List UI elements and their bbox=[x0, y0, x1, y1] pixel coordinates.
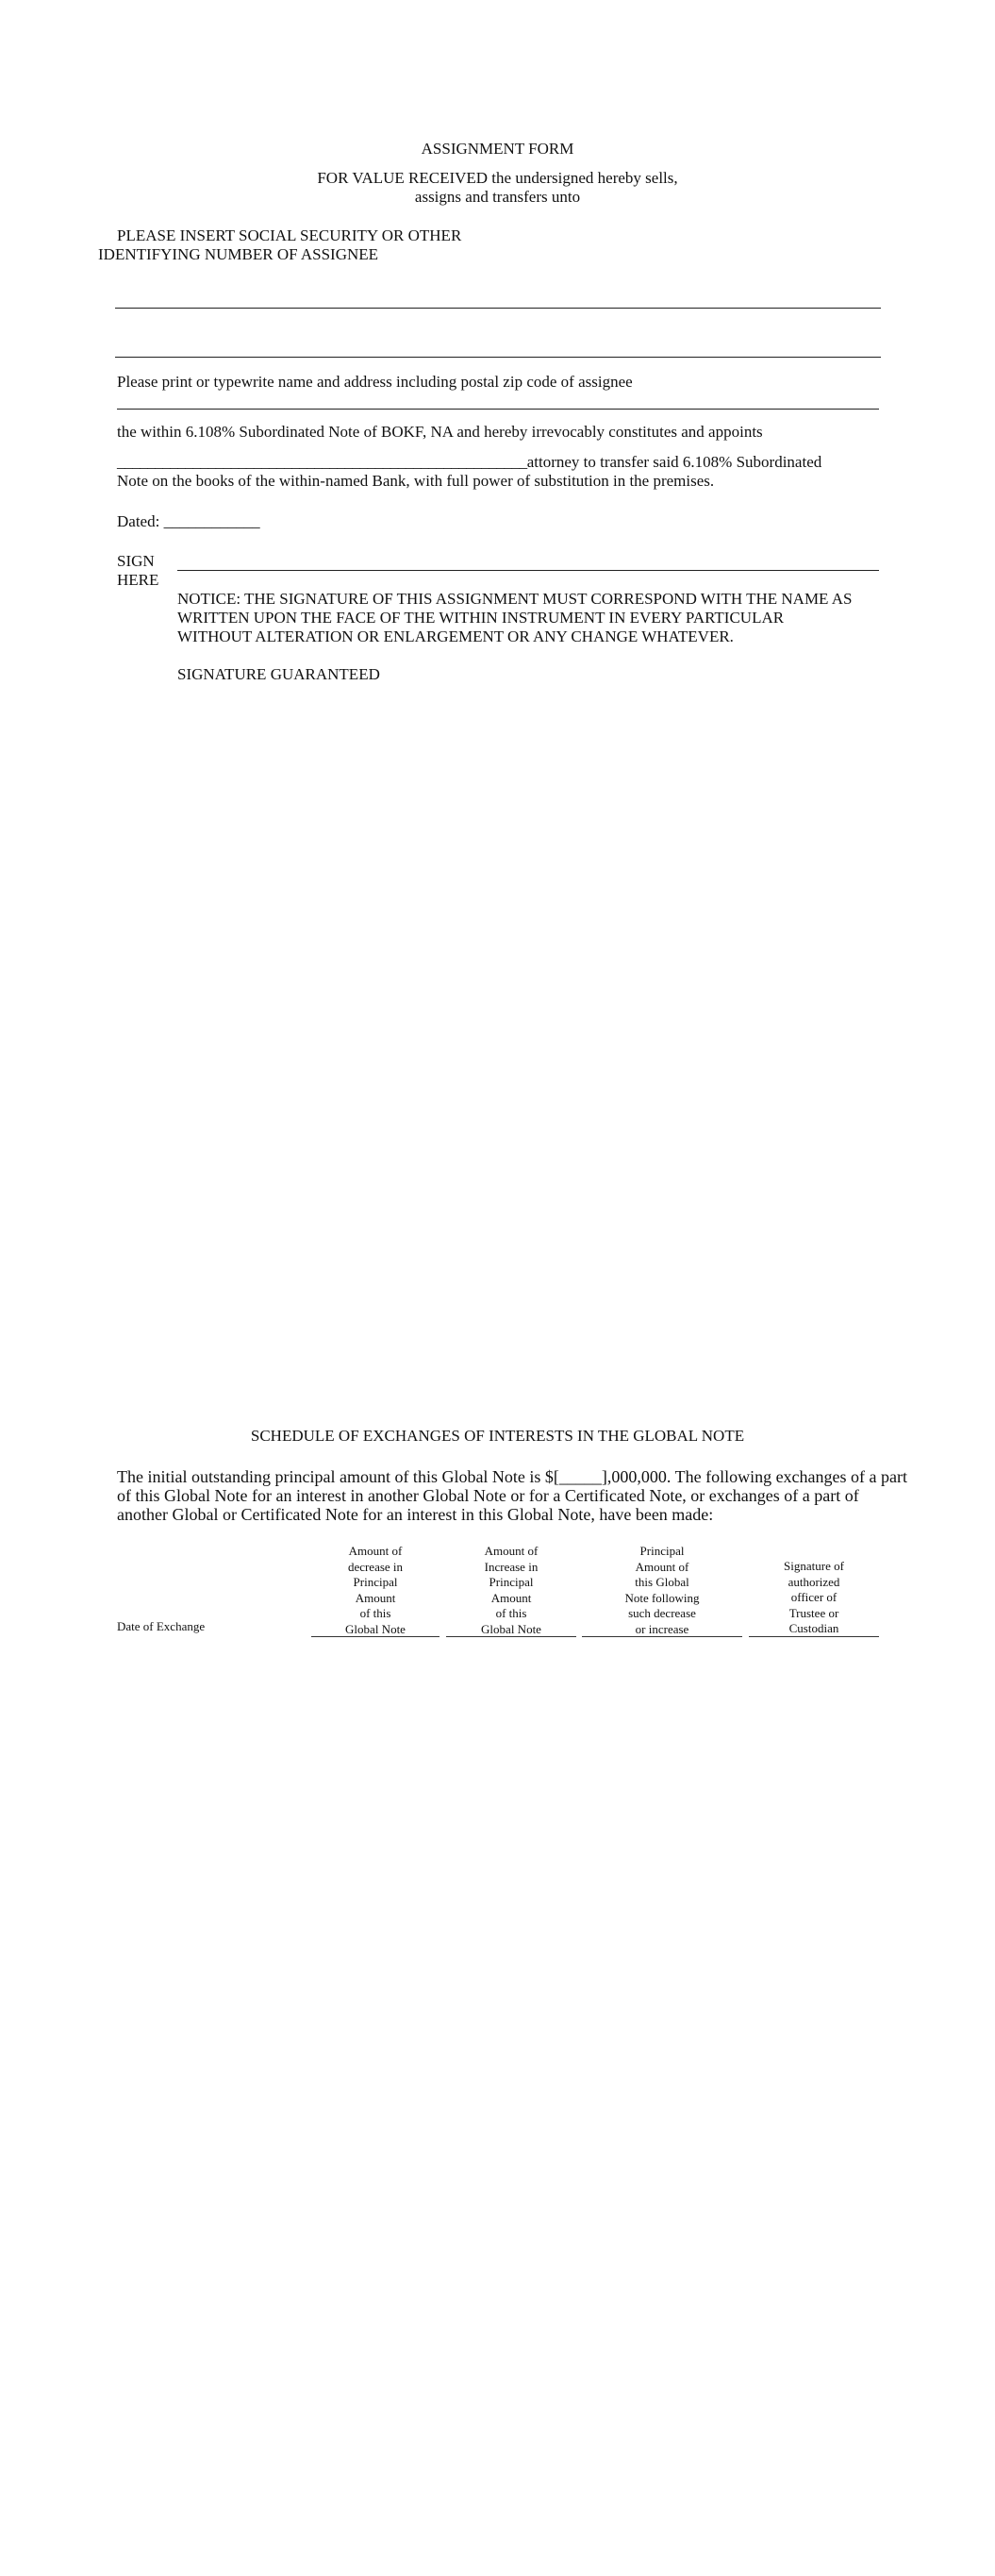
col-principal-line: this Global bbox=[635, 1575, 689, 1589]
signature-guaranteed-label: SIGNATURE GUARANTEED bbox=[177, 665, 380, 683]
col-increase-line: Amount of bbox=[484, 1544, 539, 1558]
col-increase-line: Increase in bbox=[484, 1559, 539, 1574]
col-increase-line: of this bbox=[495, 1606, 527, 1620]
col-decrease-line: Amount bbox=[355, 1590, 396, 1605]
dated-label: Dated: bbox=[117, 512, 160, 530]
col-increase-line: Global Note bbox=[481, 1621, 541, 1636]
attorney-line bbox=[117, 453, 821, 472]
assignment-form-title: ASSIGNMENT FORM bbox=[421, 140, 574, 158]
schedule-title: SCHEDULE OF EXCHANGES OF INTERESTS IN THE GLOBAL NOTE bbox=[250, 1427, 745, 1445]
schedule-intro-line-2: of this Global Note for an interest in another Global Note or for a Certificated Note, or exchanges of a part of bbox=[117, 1486, 859, 1505]
col-signature-line: Custodian bbox=[788, 1621, 839, 1635]
col-signature-line: authorized bbox=[788, 1574, 840, 1589]
value-received-line-1: FOR VALUE RECEIVED the undersigned hereby sells, bbox=[317, 169, 678, 187]
notice-line-1: NOTICE: THE SIGNATURE OF THIS ASSIGNMENT MUST CORRESPOND WITH THE NAME AS bbox=[177, 590, 853, 608]
assignee-name-line[interactable] bbox=[115, 357, 881, 358]
dated-row bbox=[117, 512, 260, 531]
dated-field[interactable]: ____________ bbox=[163, 512, 260, 530]
assignee-id-line[interactable] bbox=[115, 308, 881, 309]
col-increase-amount bbox=[446, 1544, 576, 1637]
within-note-text: the within 6.108% Subordinated Note of BOKF, NA and hereby irrevocably constitutes and appoints bbox=[117, 423, 763, 441]
attorney-blank[interactable]: ______________________________________________________ bbox=[117, 453, 527, 471]
insert-ssn-label-line-2: IDENTIFYING NUMBER OF ASSIGNEE bbox=[98, 245, 379, 263]
schedule-intro-line-1: The initial outstanding principal amount of this Global Note is $[_____],000,000. The following exchanges of a part bbox=[117, 1467, 908, 1486]
col-principal-line: such decrease bbox=[628, 1606, 696, 1620]
col-signature-rule bbox=[749, 1636, 879, 1637]
col-principal-amount bbox=[582, 1544, 742, 1637]
sign-label-line-1: SIGN bbox=[117, 552, 155, 570]
col-principal-line: Principal bbox=[639, 1544, 685, 1558]
print-name-instruction: Please print or typewrite name and address including postal zip code of assignee bbox=[117, 373, 633, 391]
signature-line[interactable] bbox=[177, 570, 879, 571]
col-signature-line: Trustee or bbox=[788, 1605, 839, 1620]
assignee-address-line[interactable] bbox=[117, 409, 879, 410]
col-principal-line: Note following bbox=[624, 1590, 700, 1605]
attorney-text: attorney to transfer said 6.108% Subordinated bbox=[526, 453, 822, 471]
col-signature-line: Signature of bbox=[784, 1559, 844, 1573]
col-principal-line: Amount of bbox=[635, 1559, 689, 1574]
col-decrease-rule bbox=[311, 1636, 439, 1637]
notice-line-2: WRITTEN UPON THE FACE OF THE WITHIN INSTRUMENT IN EVERY PARTICULAR bbox=[177, 609, 785, 627]
col-decrease-line: decrease in bbox=[347, 1559, 404, 1574]
col-signature bbox=[749, 1559, 879, 1637]
col-increase-line: Amount bbox=[490, 1590, 532, 1605]
col-principal-rule bbox=[582, 1636, 742, 1637]
col-decrease-amount bbox=[311, 1544, 439, 1637]
schedule-intro-line-3: another Global or Certificated Note for an interest in this Global Note, have been made: bbox=[117, 1505, 714, 1524]
col-decrease-line: of this bbox=[359, 1606, 391, 1620]
col-increase-rule bbox=[446, 1636, 576, 1637]
col-signature-line: officer of bbox=[790, 1590, 837, 1604]
notice-line-3: WITHOUT ALTERATION OR ENLARGEMENT OR ANY CHANGE WHATEVER. bbox=[177, 627, 734, 645]
books-text: Note on the books of the within-named Bank, with full power of substitution in the premises. bbox=[117, 472, 715, 490]
value-received-line-2: assigns and transfers unto bbox=[414, 188, 581, 206]
insert-ssn-label-line-1: PLEASE INSERT SOCIAL SECURITY OR OTHER bbox=[117, 226, 462, 244]
col-date-of-exchange: Date of Exchange bbox=[117, 1619, 206, 1633]
col-principal-line: or increase bbox=[635, 1621, 689, 1636]
col-decrease-line: Global Note bbox=[345, 1621, 406, 1636]
col-decrease-line: Amount of bbox=[348, 1544, 403, 1558]
col-increase-line: Principal bbox=[489, 1575, 534, 1589]
sign-label-line-2: HERE bbox=[117, 571, 159, 589]
col-decrease-line: Principal bbox=[353, 1575, 398, 1589]
